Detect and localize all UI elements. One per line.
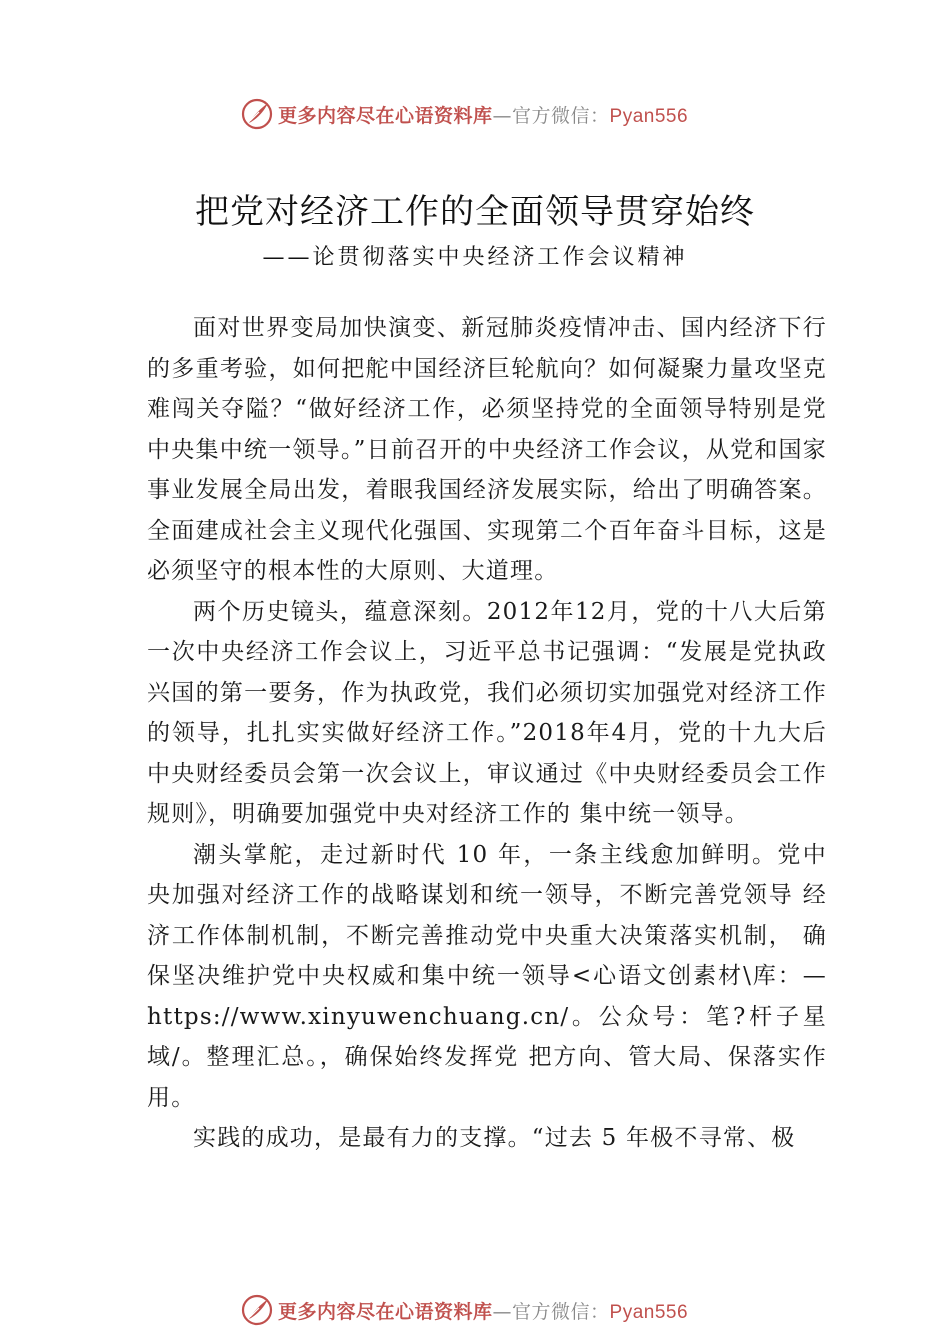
- paragraph: 潮头掌舵，走过新时代 10 年，一条主线愈加鲜明。党中 央加强对经济工作的战略谋划和统一领导，不断完善党领导 经济工作体制机制，不断完善推动党中央重大决策落实机制， 确保坚决维护党中央权威和集中统一领导<心语文创素材\库：—https://www.xinyuwenchuang.cn/。公众号：笔?杆子星域/。整理汇总。，确保始终发挥党 把方向、管大局、保落实作用。: [147, 841, 827, 1111]
- quill-logo-icon: [240, 1293, 274, 1327]
- wechat-id: Pyan556: [609, 105, 689, 127]
- header-banner: [0, 94, 950, 134]
- paragraph: 实践的成功，是最有力的支撑。“过去 5 年极不寻常、极: [193, 1125, 796, 1151]
- banner-text: [278, 101, 688, 128]
- quill-logo-icon: [240, 97, 274, 131]
- article-body: [147, 308, 827, 1159]
- footer-banner: [0, 1290, 950, 1330]
- library-name: 更多内容尽在心语资料库: [278, 1300, 493, 1323]
- wechat-id: Pyan556: [609, 1301, 689, 1323]
- paragraph: 两个历史镜头，蕴意深刻。2012年12月，党的十八大后第一次中央经济工作会议上，习近平总书记强调：“发展是党执政兴国的第一要务，作为执政党，我们必须切实加强党对经济工作的领导，扎扎实实做好经济工作。”2018年4月，党的十九大后中央财经委员会第一次会议上，审议通过《中央财经委员会工作规则》，明确要加强党中央对经济工作的 集中统一领导。: [147, 598, 827, 827]
- banner-dash: —: [492, 104, 513, 127]
- banner-text: [278, 1297, 688, 1324]
- document-title: 把党对经济工作的全面领导贯穿始终: [195, 192, 755, 232]
- wechat-label: 官方微信：: [512, 1300, 610, 1323]
- library-name: 更多内容尽在心语资料库: [278, 104, 493, 127]
- banner-dash: —: [492, 1300, 513, 1323]
- paragraph: 面对世界变局加快演变、新冠肺炎疫情冲击、国内经济下行的多重考验，如何把舵中国经济巨轮航向？如何凝聚力量攻坚克难闯关夺隘？“做好经济工作，必须坚持党的全面领导特别是党中央集中统一领导。”日前召开的中央经济工作会议，从党和国家事业发展全局出发，着眼我国经济发展实际，给出了明确答案。全面建成社会主义现代化强国、实现第二个百年奋斗目标，这是必须坚守的根本性的大原则、大道理。: [147, 315, 827, 584]
- document-subtitle: ——论贯彻落实中央经济工作会议精神: [262, 245, 688, 270]
- wechat-label: 官方微信：: [512, 104, 610, 127]
